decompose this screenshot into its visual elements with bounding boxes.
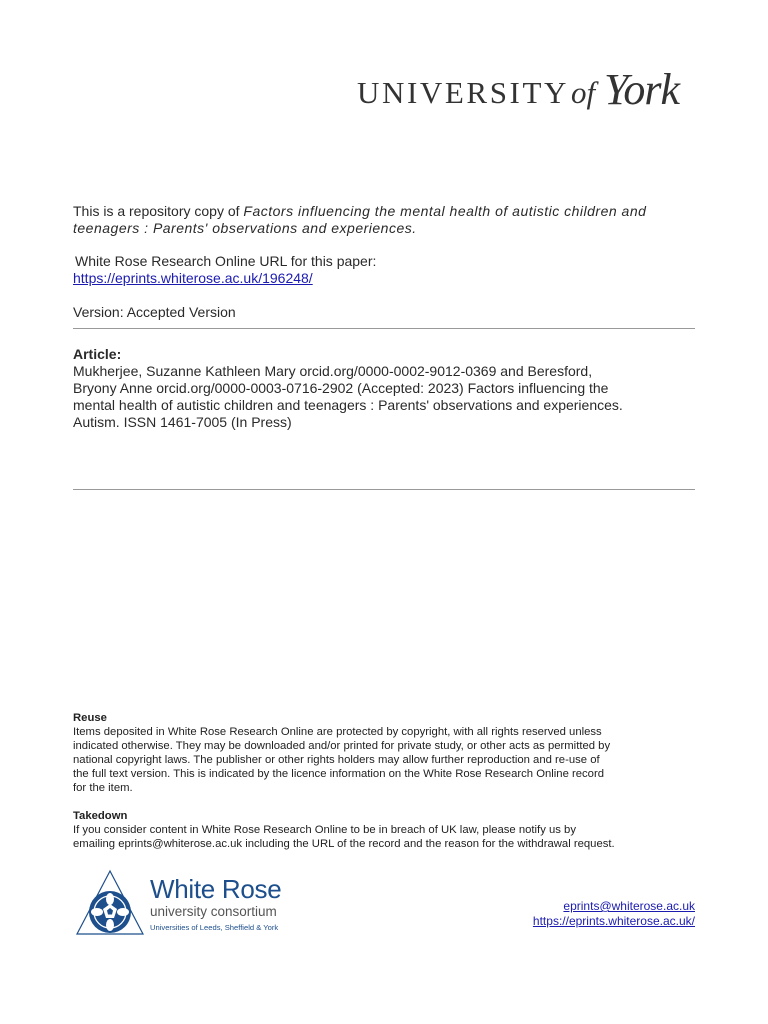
article-citation — [73, 363, 713, 431]
university-of-york-logo — [357, 66, 699, 122]
paper-url-link[interactable]: https://eprints.whiterose.ac.uk/196248/ — [73, 270, 313, 286]
divider-bottom — [73, 489, 695, 490]
repository-copy-statement — [73, 203, 713, 237]
citation-line: Mukherjee, Suzanne Kathleen Mary orcid.org/0000-0002-9012-0369 and Beresford, — [73, 363, 593, 379]
white-rose-title: White Rose — [150, 874, 282, 904]
white-rose-emblem-icon — [74, 868, 146, 938]
divider-top — [73, 328, 695, 329]
article-heading: Article: — [73, 346, 122, 362]
citation-line: Bryony Anne orcid.org/0000-0003-0716-2902 (Accepted: 2023) Factors influencing the — [73, 380, 609, 396]
paper-title-line-1: Factors influencing the mental health of autistic children and — [243, 203, 647, 219]
reuse-line: national copyright laws. The publisher or other rights holders may allow further reproduction and re-use of — [73, 754, 600, 766]
logo-of-word: of — [571, 75, 596, 110]
paper-title-line-2: teenagers : Parents' observations and experiences — [73, 220, 413, 236]
white-rose-logo — [74, 868, 298, 940]
citation-line: Autism. ISSN 1461-7005 (In Press) — [73, 414, 292, 430]
white-rose-universities: Universities of Leeds, Sheffield & York — [150, 923, 279, 932]
citation-line: mental health of autistic children and teenagers : Parents' observations and experiences. — [73, 397, 623, 413]
contact-email-link[interactable]: eprints@whiterose.ac.uk — [563, 899, 695, 913]
version-text: Version: Accepted Version — [73, 304, 236, 320]
contact-site-link[interactable]: https://eprints.whiterose.ac.uk/ — [532, 914, 695, 928]
reuse-line: the full text version. This is indicated by the licence information on the White Rose Research Online record — [73, 768, 605, 780]
takedown-line: emailing eprints@whiterose.ac.uk including the URL of the record and the reason for the withdrawal request. — [73, 838, 615, 850]
reuse-line: Items deposited in White Rose Research Online are protected by copyright, with all rights reserved unless — [73, 726, 602, 738]
url-label: White Rose Research Online URL for this paper: — [75, 253, 377, 269]
takedown-line: If you consider content in White Rose Research Online to be in breach of UK law, please notify us by — [73, 824, 576, 836]
intro-prefix: This is a repository copy of — [73, 203, 244, 219]
white-rose-subtitle: university consortium — [150, 904, 277, 919]
reuse-text — [73, 725, 713, 795]
logo-york-word: York — [604, 65, 680, 114]
reuse-line: for the item. — [73, 782, 133, 794]
reuse-heading: Reuse — [73, 712, 107, 724]
takedown-text — [73, 823, 713, 851]
reuse-line: indicated otherwise. They may be downloaded and/or printed for private study, or other acts as permitted by — [73, 740, 611, 752]
logo-university-word: UNIVERSITY — [357, 75, 569, 110]
intro-suffix: . — [412, 220, 417, 236]
takedown-heading: Takedown — [73, 810, 128, 822]
